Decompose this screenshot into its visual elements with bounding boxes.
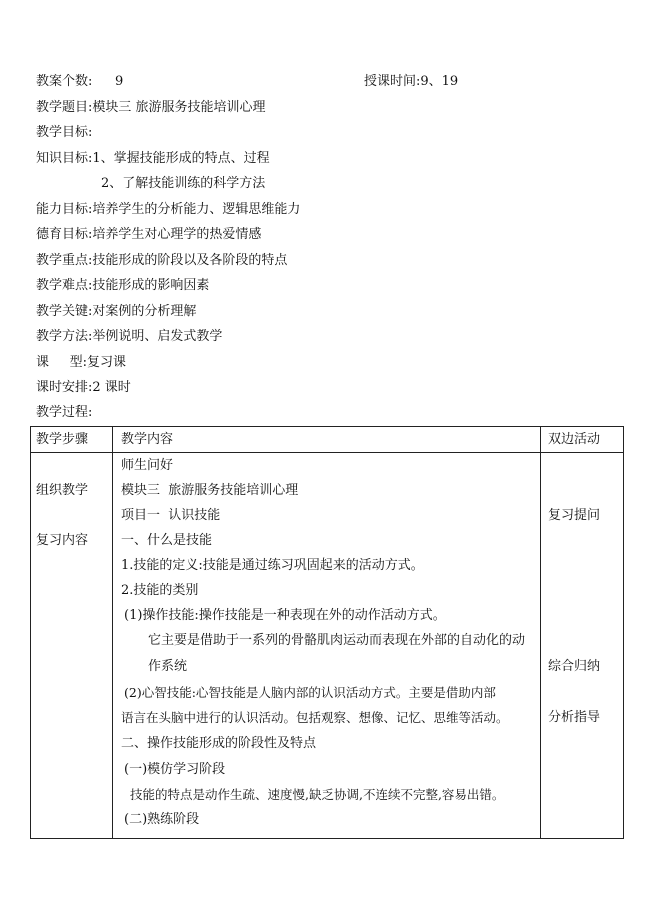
content-line: (2)心智技能:心智技能是人脑内部的认识活动方式。主要是借助内部 — [124, 685, 496, 700]
header-step: 教学步骤 — [36, 432, 89, 447]
content-line: 二、操作技能形成的阶段性及特点 — [121, 736, 317, 751]
table-border-bottom — [30, 838, 624, 839]
step-review: 复习内容 — [36, 533, 89, 548]
table-border-left — [30, 426, 31, 839]
class-hours: 课时安排:2 课时 — [36, 380, 131, 395]
goals-label: 教学目标: — [36, 125, 93, 140]
knowledge-goal-2: 2、了解技能训练的科学方法 — [101, 176, 266, 191]
table-header-divider — [30, 452, 624, 453]
ability-goal: 能力目标:培养学生的分析能力、逻辑思维能力 — [36, 202, 301, 217]
column-divider-1 — [112, 426, 113, 839]
class-time: 授课时间:9、19 — [364, 74, 459, 89]
lesson-count-value: 9 — [115, 74, 124, 89]
activity-summarize: 综合归纳 — [548, 659, 601, 674]
content-line: 它主要是借助于一系列的骨骼肌肉运动而表现在外部的自动化的动 — [148, 633, 526, 648]
key-point: 教学重点:技能形成的阶段以及各阶段的特点 — [36, 253, 288, 268]
content-line: 技能的特点是动作生疏、速度慢,缺乏协调,不连续不完整,容易出错。 — [130, 787, 505, 802]
content-line: 项目一 认识技能 — [121, 508, 221, 523]
activity-review-question: 复习提问 — [548, 508, 601, 523]
lesson-table — [30, 426, 624, 839]
content-line: (二)熟练阶段 — [124, 812, 200, 827]
table-border-right — [623, 426, 624, 839]
table-border-top — [30, 426, 624, 427]
process-label: 教学过程: — [36, 405, 93, 420]
activity-guidance: 分析指导 — [548, 710, 601, 725]
content-line: 作系统 — [148, 659, 188, 674]
header-activity: 双边活动 — [548, 432, 601, 447]
content-line: 师生问好 — [121, 458, 174, 473]
step-organize: 组织教学 — [36, 483, 89, 498]
content-line: 2.技能的类别 — [121, 583, 199, 598]
lesson-topic: 教学题目:模块三 旅游服务技能培训心理 — [36, 100, 266, 115]
content-line: (1)操作技能:操作技能是一种表现在外的动作活动方式。 — [124, 608, 446, 623]
content-line: 模块三 旅游服务技能培训心理 — [121, 483, 299, 498]
content-line: 1.技能的定义:技能是通过练习巩固起来的活动方式。 — [121, 558, 424, 573]
lesson-count-label: 教案个数: — [36, 74, 93, 89]
teaching-key: 教学关键:对案例的分析理解 — [36, 304, 197, 319]
content-line: 一、什么是技能 — [121, 533, 213, 548]
content-line: (一)模仿学习阶段 — [124, 762, 226, 777]
content-line: 语言在头脑中进行的认识活动。包括观察、想像、记忆、思维等活动。 — [121, 710, 509, 725]
teaching-method: 教学方法:举例说明、启发式教学 — [36, 329, 223, 344]
moral-goal: 德育目标:培养学生对心理学的热爱情感 — [36, 227, 262, 242]
column-divider-2 — [540, 426, 541, 839]
lesson-type: 课 型:复习课 — [36, 355, 127, 370]
difficulty: 教学难点:技能形成的影响因素 — [36, 278, 210, 293]
header-content: 教学内容 — [121, 432, 174, 447]
knowledge-goal-1: 知识目标:1、掌握技能形成的特点、过程 — [36, 151, 270, 166]
